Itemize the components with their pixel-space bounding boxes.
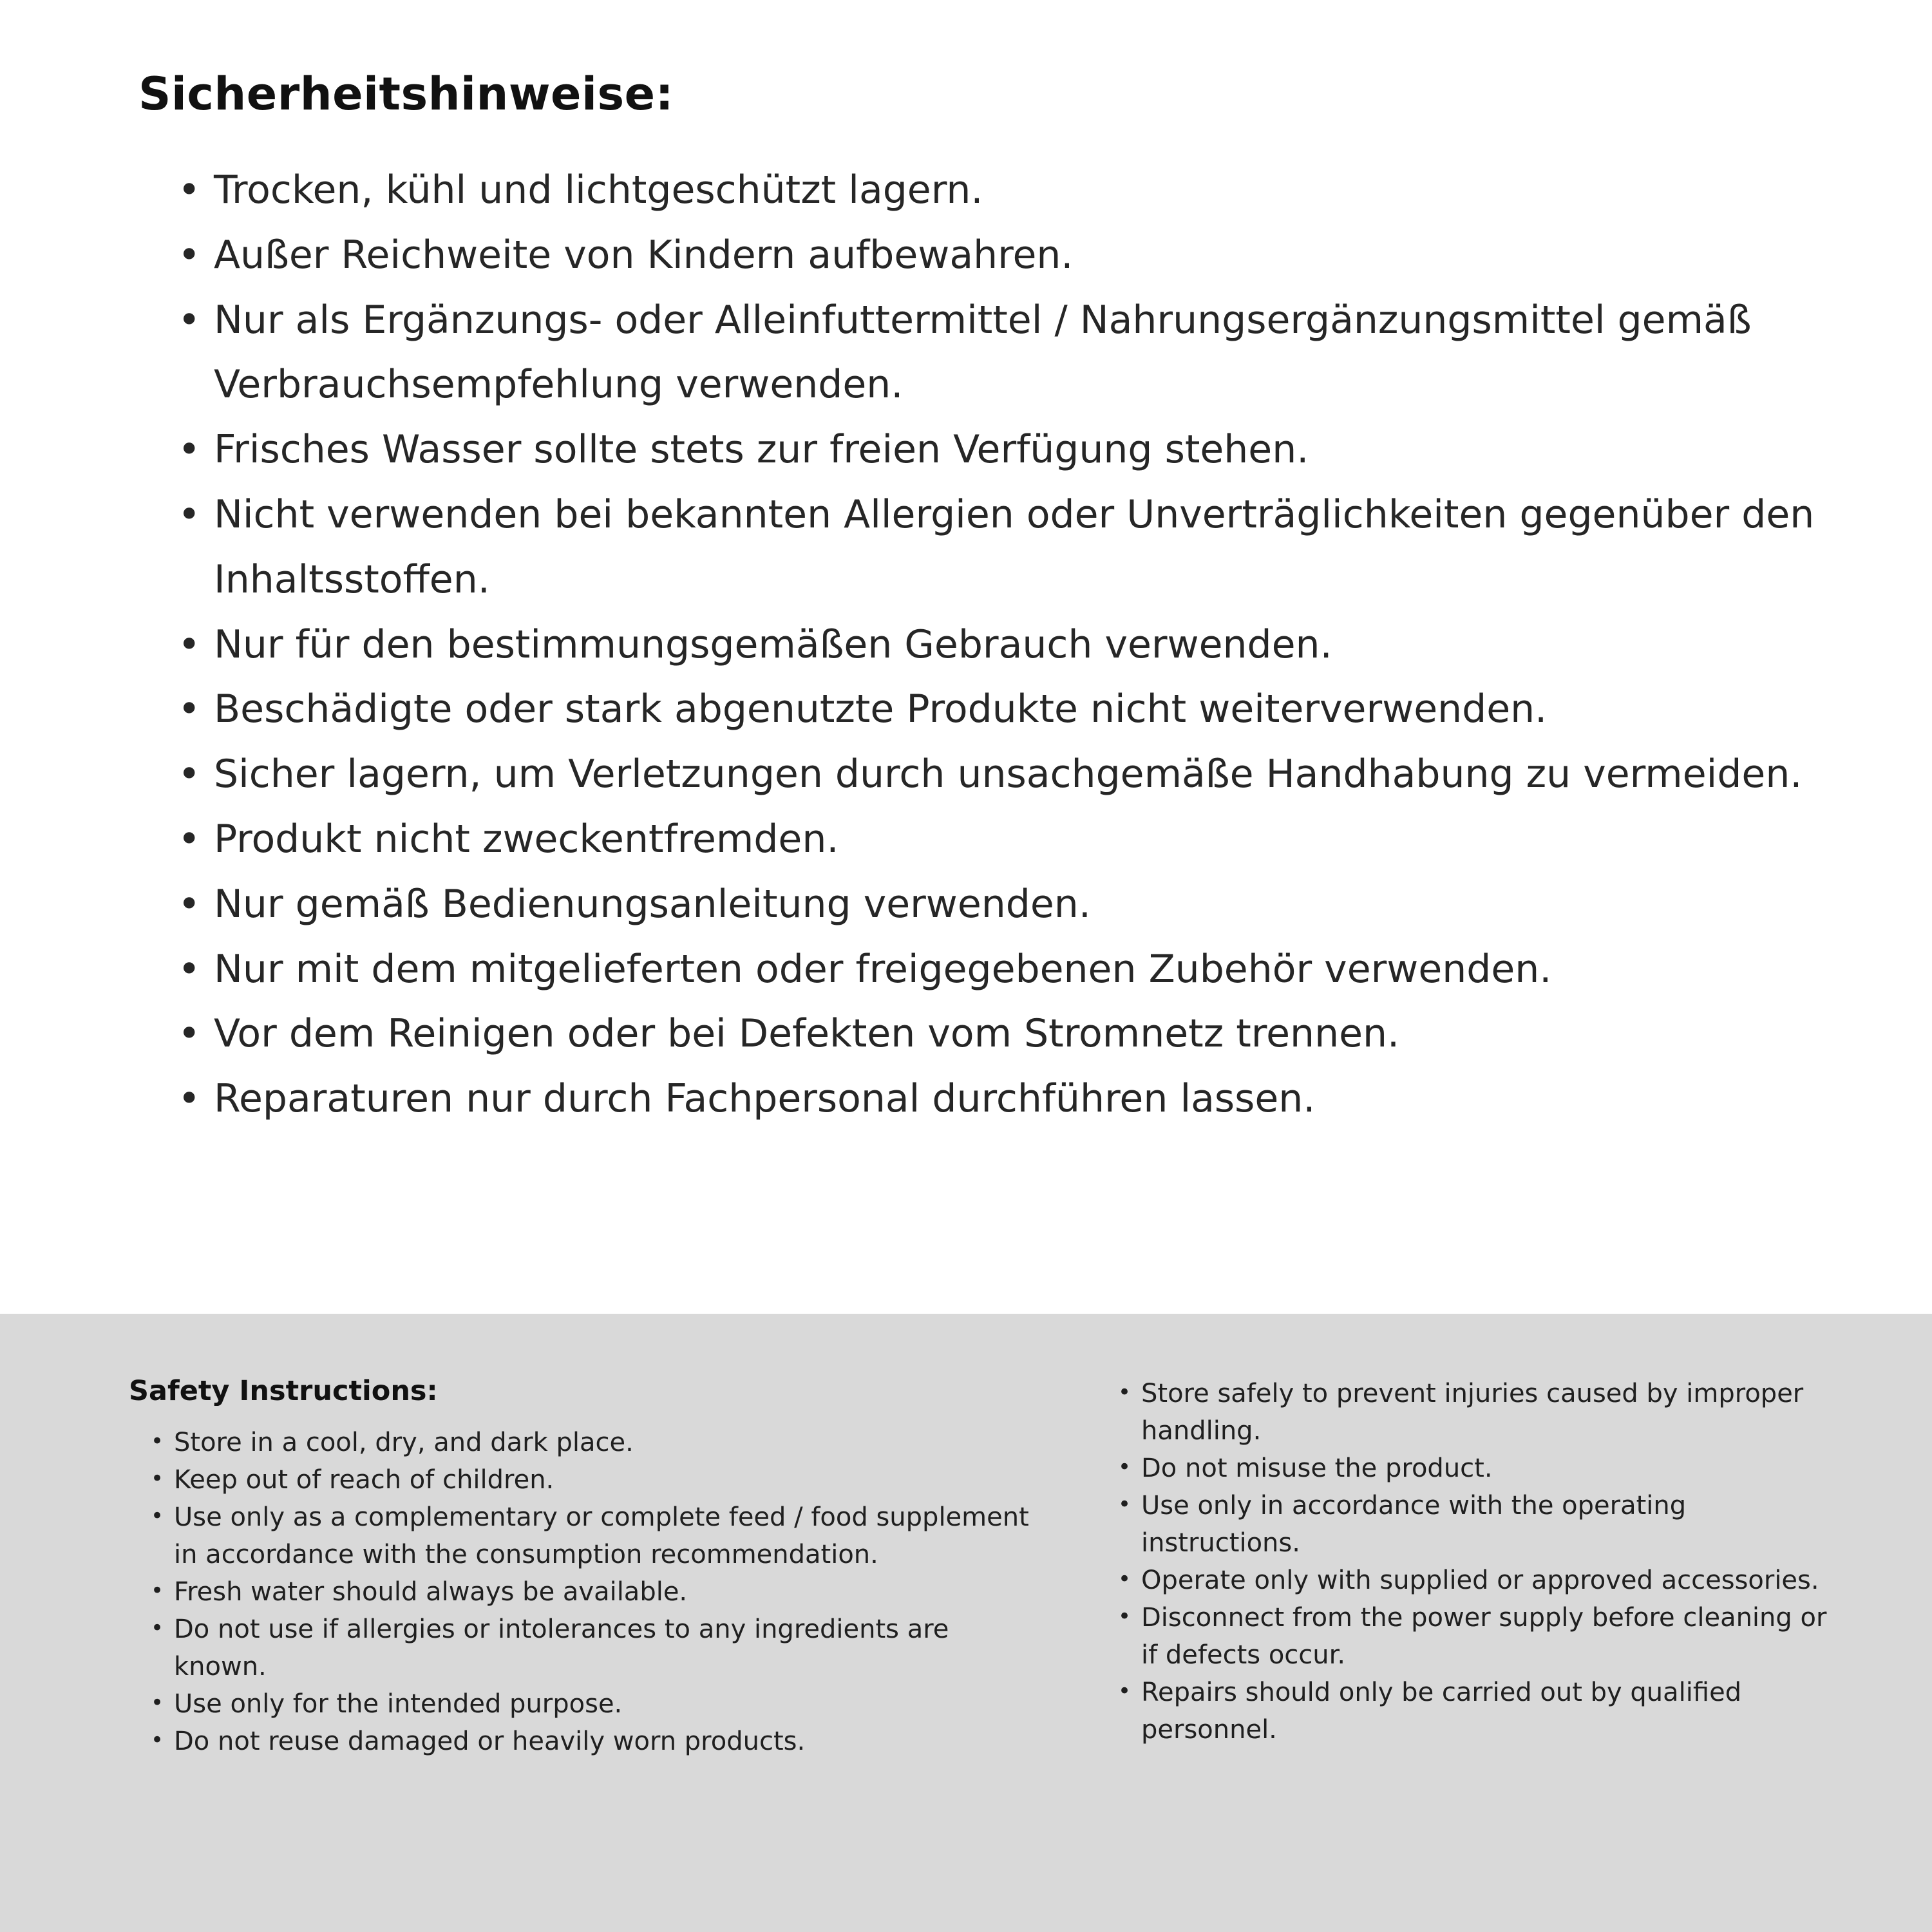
english-left-column <box>129 1375 1030 1932</box>
english-instruction-item: • Keep out of reach of children. <box>147 1461 1030 1499</box>
english-instructions-list-left <box>129 1424 1030 1760</box>
english-instruction-item: • Store in a cool, dry, and dark place. <box>147 1424 1030 1461</box>
german-instruction-item: • Nicht verwenden bei bekannten Allergien oder Unverträglichkeiten gegenüber den Inhaltsstoffen. <box>174 482 1874 612</box>
german-instruction-item: • Nur als Ergänzungs- oder Alleinfuttermittel / Nahrungsergänzungsmittel gemäß Verbrauchsempfehlung verwenden. <box>174 288 1874 418</box>
english-instruction-item: • Repairs should only be carried out by qualified personnel. <box>1114 1674 1835 1748</box>
english-instruction-item: • Do not misuse the product. <box>1114 1450 1835 1487</box>
english-right-column <box>1114 1375 1835 1932</box>
german-instruction-item: • Nur für den bestimmungsgemäßen Gebrauch verwenden. <box>174 612 1874 677</box>
german-instruction-item: • Beschädigte oder stark abgenutzte Produkte nicht weiterverwenden. <box>174 677 1874 742</box>
english-safety-section <box>0 1314 1932 1932</box>
english-instruction-item: • Store safely to prevent injuries caused by improper handling. <box>1114 1375 1835 1450</box>
german-instruction-item: • Nur gemäß Bedienungsanleitung verwenden. <box>174 872 1874 937</box>
english-instruction-item: • Use only in accordance with the operating instructions. <box>1114 1487 1835 1562</box>
english-section-title: Safety Instructions: <box>129 1375 438 1407</box>
english-instruction-item: • Use only as a complementary or complete feed / food supplement in accordance with the consumption recommendation. <box>147 1499 1030 1573</box>
german-instruction-item: • Trocken, kühl und lichtgeschützt lagern. <box>174 158 1874 223</box>
german-instruction-item: • Frisches Wasser sollte stets zur freien Verfügung stehen. <box>174 417 1874 482</box>
german-instruction-item: • Produkt nicht zweckentfremden. <box>174 807 1874 872</box>
german-instruction-item: • Reparaturen nur durch Fachpersonal durchführen lassen. <box>174 1066 1874 1132</box>
english-instruction-item: • Do not reuse damaged or heavily worn products. <box>147 1723 1030 1760</box>
german-instruction-item: • Vor dem Reinigen oder bei Defekten vom Stromnetz trennen. <box>174 1001 1874 1066</box>
english-instruction-item: • Operate only with supplied or approved accessories. <box>1114 1562 1835 1599</box>
german-instruction-item: • Nur mit dem mitgelieferten oder freigegebenen Zubehör verwenden. <box>174 937 1874 1002</box>
english-instruction-item: • Fresh water should always be available. <box>147 1573 1030 1611</box>
german-instruction-item: • Sicher lagern, um Verletzungen durch unsachgemäße Handhabung zu vermeiden. <box>174 742 1874 807</box>
english-instruction-item: • Do not use if allergies or intolerances to any ingredients are known. <box>147 1611 1030 1685</box>
german-instruction-item: • Außer Reichweite von Kindern aufbewahren. <box>174 223 1874 288</box>
german-section-title: Sicherheitshinweise: <box>138 68 674 120</box>
english-instruction-item: • Disconnect from the power supply before cleaning or if defects occur. <box>1114 1599 1835 1674</box>
english-instruction-item: • Use only for the intended purpose. <box>147 1685 1030 1723</box>
german-instructions-list <box>138 158 1874 1132</box>
english-instructions-list-right <box>1114 1375 1835 1748</box>
